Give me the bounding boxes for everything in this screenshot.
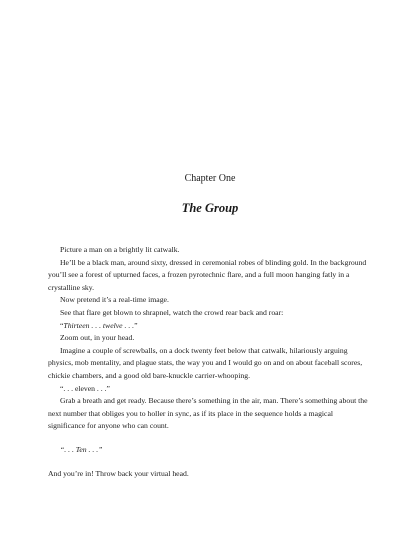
paragraph: Zoom out, in your head. [60,333,135,343]
chapter-body [48,244,372,480]
paragraph: And you’re in! Throw back your virtual head. [48,468,189,478]
paragraph: See that flare get blown to shrapnel, watch the crowd rear back and roar: [60,307,284,317]
close-quote: ” [134,320,138,330]
chapter-title: The Group [181,201,239,215]
open-quote: “ [60,320,64,330]
paragraph: Imagine a couple of screwballs, on a dock twenty feet below that catwalk, hilariously arguing physics, mob mentality, and plague stats, the way you and I would go on and on about faceball scores, chickie chambers, and a good old bare-knuckle carrier-whooping. [48,345,363,380]
paragraph: Grab a breath and get ready. Because there’s something in the air, man. There’s something about the next number that obliges you to holler in sync, as if its place in the sequence holds a magical significance for anyone who can count. [48,396,368,431]
countdown-line: “. . . eleven . . .” [60,383,110,393]
countdown-italic: Thirteen . . . twelve . . . [63,320,135,330]
paragraph: He’ll be a black man, around sixty, dressed in ceremonial robes of blinding gold. In the background you’ll see a forest of upturned faces, a frozen pyrotechnic flare, and a full moon hanging fatly in a crystalline sky. [48,257,367,292]
paragraph: Picture a man on a brightly lit catwalk. [60,245,180,254]
countdown-line [48,320,372,333]
countdown-line: “. . . Ten . . .” [60,444,103,454]
chapter-number: Chapter One [184,173,236,184]
paragraph: Now pretend it’s a real-time image. [60,295,169,305]
